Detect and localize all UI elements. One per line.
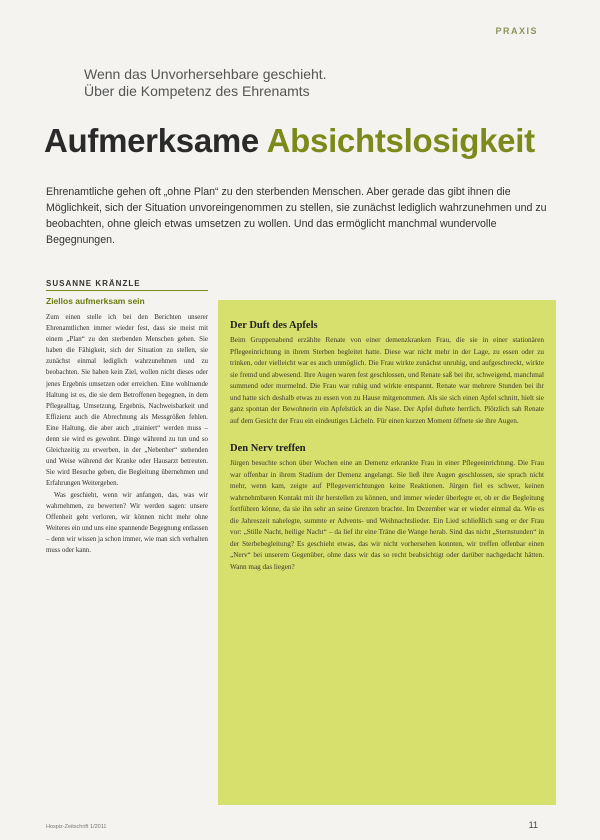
highlight-box: [218, 300, 556, 805]
lead-paragraph: Ehrenamtliche gehen oft „ohne Plan“ zu den sterbenden Menschen. Aber gerade das gibt ihnen die Möglichkeit, sich der Situation unvoreingenommen zu stellen, sie zunächst lediglich wahrzunehmen und zu beobachten, ohne gleich etwas umsetzen zu wollen. Und das ermöglicht manchmal wundervolle Begegnungen.: [46, 186, 547, 246]
section-label: PRAXIS: [495, 26, 538, 36]
article-column: [46, 312, 208, 804]
column-heading: Ziellos aufmerksam sein: [46, 296, 145, 306]
story-nerve-text: Jürgen besuchte schon über Wochen eine an Demenz erkrankte Frau in einer Pflegeeinrichtung. Die Frau war offenbar in ihrem Stadium der Demenz angelangt. Sie ließ ihre Augen geschlossen, sie sprach nicht mehr, wenn kam, zeigte auf Pflegeverrichtungen keine Reaktionen. Jürgen fiel es schwer, keinen wahrnehmbaren Kontakt mit ihr herstellen zu können, und immer wieder überlegte er, ob er die Begleitung fortführen könne, da sie ihn sehr an seine Grenzen brachte. Im Dezember war er wieder einmal da. Wie es die Jahreszeit nahelegte, summte er Advents- und Weihnachtslieder. Ein Lied schließlich sang er der Frau vor: „Stille Nacht, heilige Nacht“ – da lief ihr eine Träne die Wange herab. Sind das nicht „Sternstunden“ in der Sterbebegleitung? Es geschieht etwas, das wir nicht vorhersehen konnten, wir treffen offenbar einen „Nerv“ bei unserem Gegenüber, ohne dass wir das so recht beabsichtigt oder darüber nachgedacht hätten. Wann mag das liegen?: [230, 459, 544, 571]
column-paragraph: Zum einen stelle ich bei den Berichten unserer Ehrenamtlichen immer wieder fest, dass sie meist mit einem „Plan“ zu den sterbenden Menschen gehen. Sie haben die Fähigkeit, sich der Situation zu stellen, sie zunächst einmal lediglich wahrzunehmen und zu beobachten. Sie haben kein Ziel, wollen nicht dieses oder jenes Ergebnis umsetzen oder erreichen. Eine wohltuende Haltung ist es, die sie dem Betroffenen begegnen, in dem Pflegealltag, Umsetzung, Ergebnis, Nachweisbarkeit und Effizienz auch die Abrechnung als Messgrößen fehlen. Eine Haltung, die aber auch „trainiert“ werden muss – denn sie wird es gewohnt. Dinge während zu tun und so Gleichzeitig zu erwerben, in der „Nebenher“ stehenden und Weise während der Kranke oder Hausarzt betreuten. Sie wird Besuche geben, die Begleitung übernehmen und Erfahrungen Weitergeben.: [46, 314, 208, 488]
author-divider: [46, 290, 208, 291]
author-name: SUSANNE KRÄNZLE: [46, 279, 141, 288]
page-number: 11: [528, 820, 538, 830]
footer-publication: Hospiz-Zeitschrift 1/2011: [46, 824, 107, 830]
headline-part-2: Absichtslosigkeit: [266, 122, 535, 159]
story-nerve: [230, 443, 544, 573]
subtitle-line-2: Über die Kompetenz des Ehrenamts: [84, 83, 310, 99]
story-nerve-title: Den Nerv treffen: [230, 443, 306, 454]
highlight-box-content: [230, 320, 544, 573]
subtitle: [84, 66, 327, 100]
story-apple-title: Der Duft des Apfels: [230, 320, 318, 331]
column-paragraph: Was geschieht, wenn wir anfangen, das, was wir wahrnehmen, zu bewerten? Wir werden sagen: unsere Offenheit geht verloren, wir können nicht mehr ohne Weiteres ein und uns eine spannende Begegnung entlassen – denn wir wissen ja schon immer, wie man sich verhalten muss oder kann.: [46, 491, 208, 554]
story-apple: [230, 320, 544, 427]
story-apple-text: Beim Gruppenabend erzählte Renate von einer demenzkranken Frau, die sie in einer stationären Pflegeeinrichtung in ihrem Sterben begleitet hatte. Diese war nicht mehr in der Lage, zu essen oder zu trinken, oder vielleicht war es auch unmöglich. Die Frau wirkte zunächst unruhig, und aufgeschreckt, wirkte sie fremd und abwesend. Ihre Augen waren fest geschlossen, und Renate saß bei ihr, schweigend, manchmal summend oder murmelnd. Die Frau war ruhig und wirkte entspannt. Renate war mehrere Stunden bei ihr und hatte sich deshalb etwas zu essen von zu Hause mitgenommen. Als sie sich einen Apfel schnitt, hielt sie ganz spontan der Bewohnerin ein Apfelstück an die Nase. Der Apfel duftete herrlich. Plötzlich sah Renate auf dem Gesicht der Frau ein eindeutiges Lächeln. Für einen kurzen Moment öffnete sie ihre Augen.: [230, 336, 544, 425]
subtitle-line-1: Wenn das Unvorhersehbare geschieht.: [84, 66, 327, 82]
headline-part-1: Aufmerksame: [44, 122, 267, 159]
headline: [44, 122, 535, 160]
